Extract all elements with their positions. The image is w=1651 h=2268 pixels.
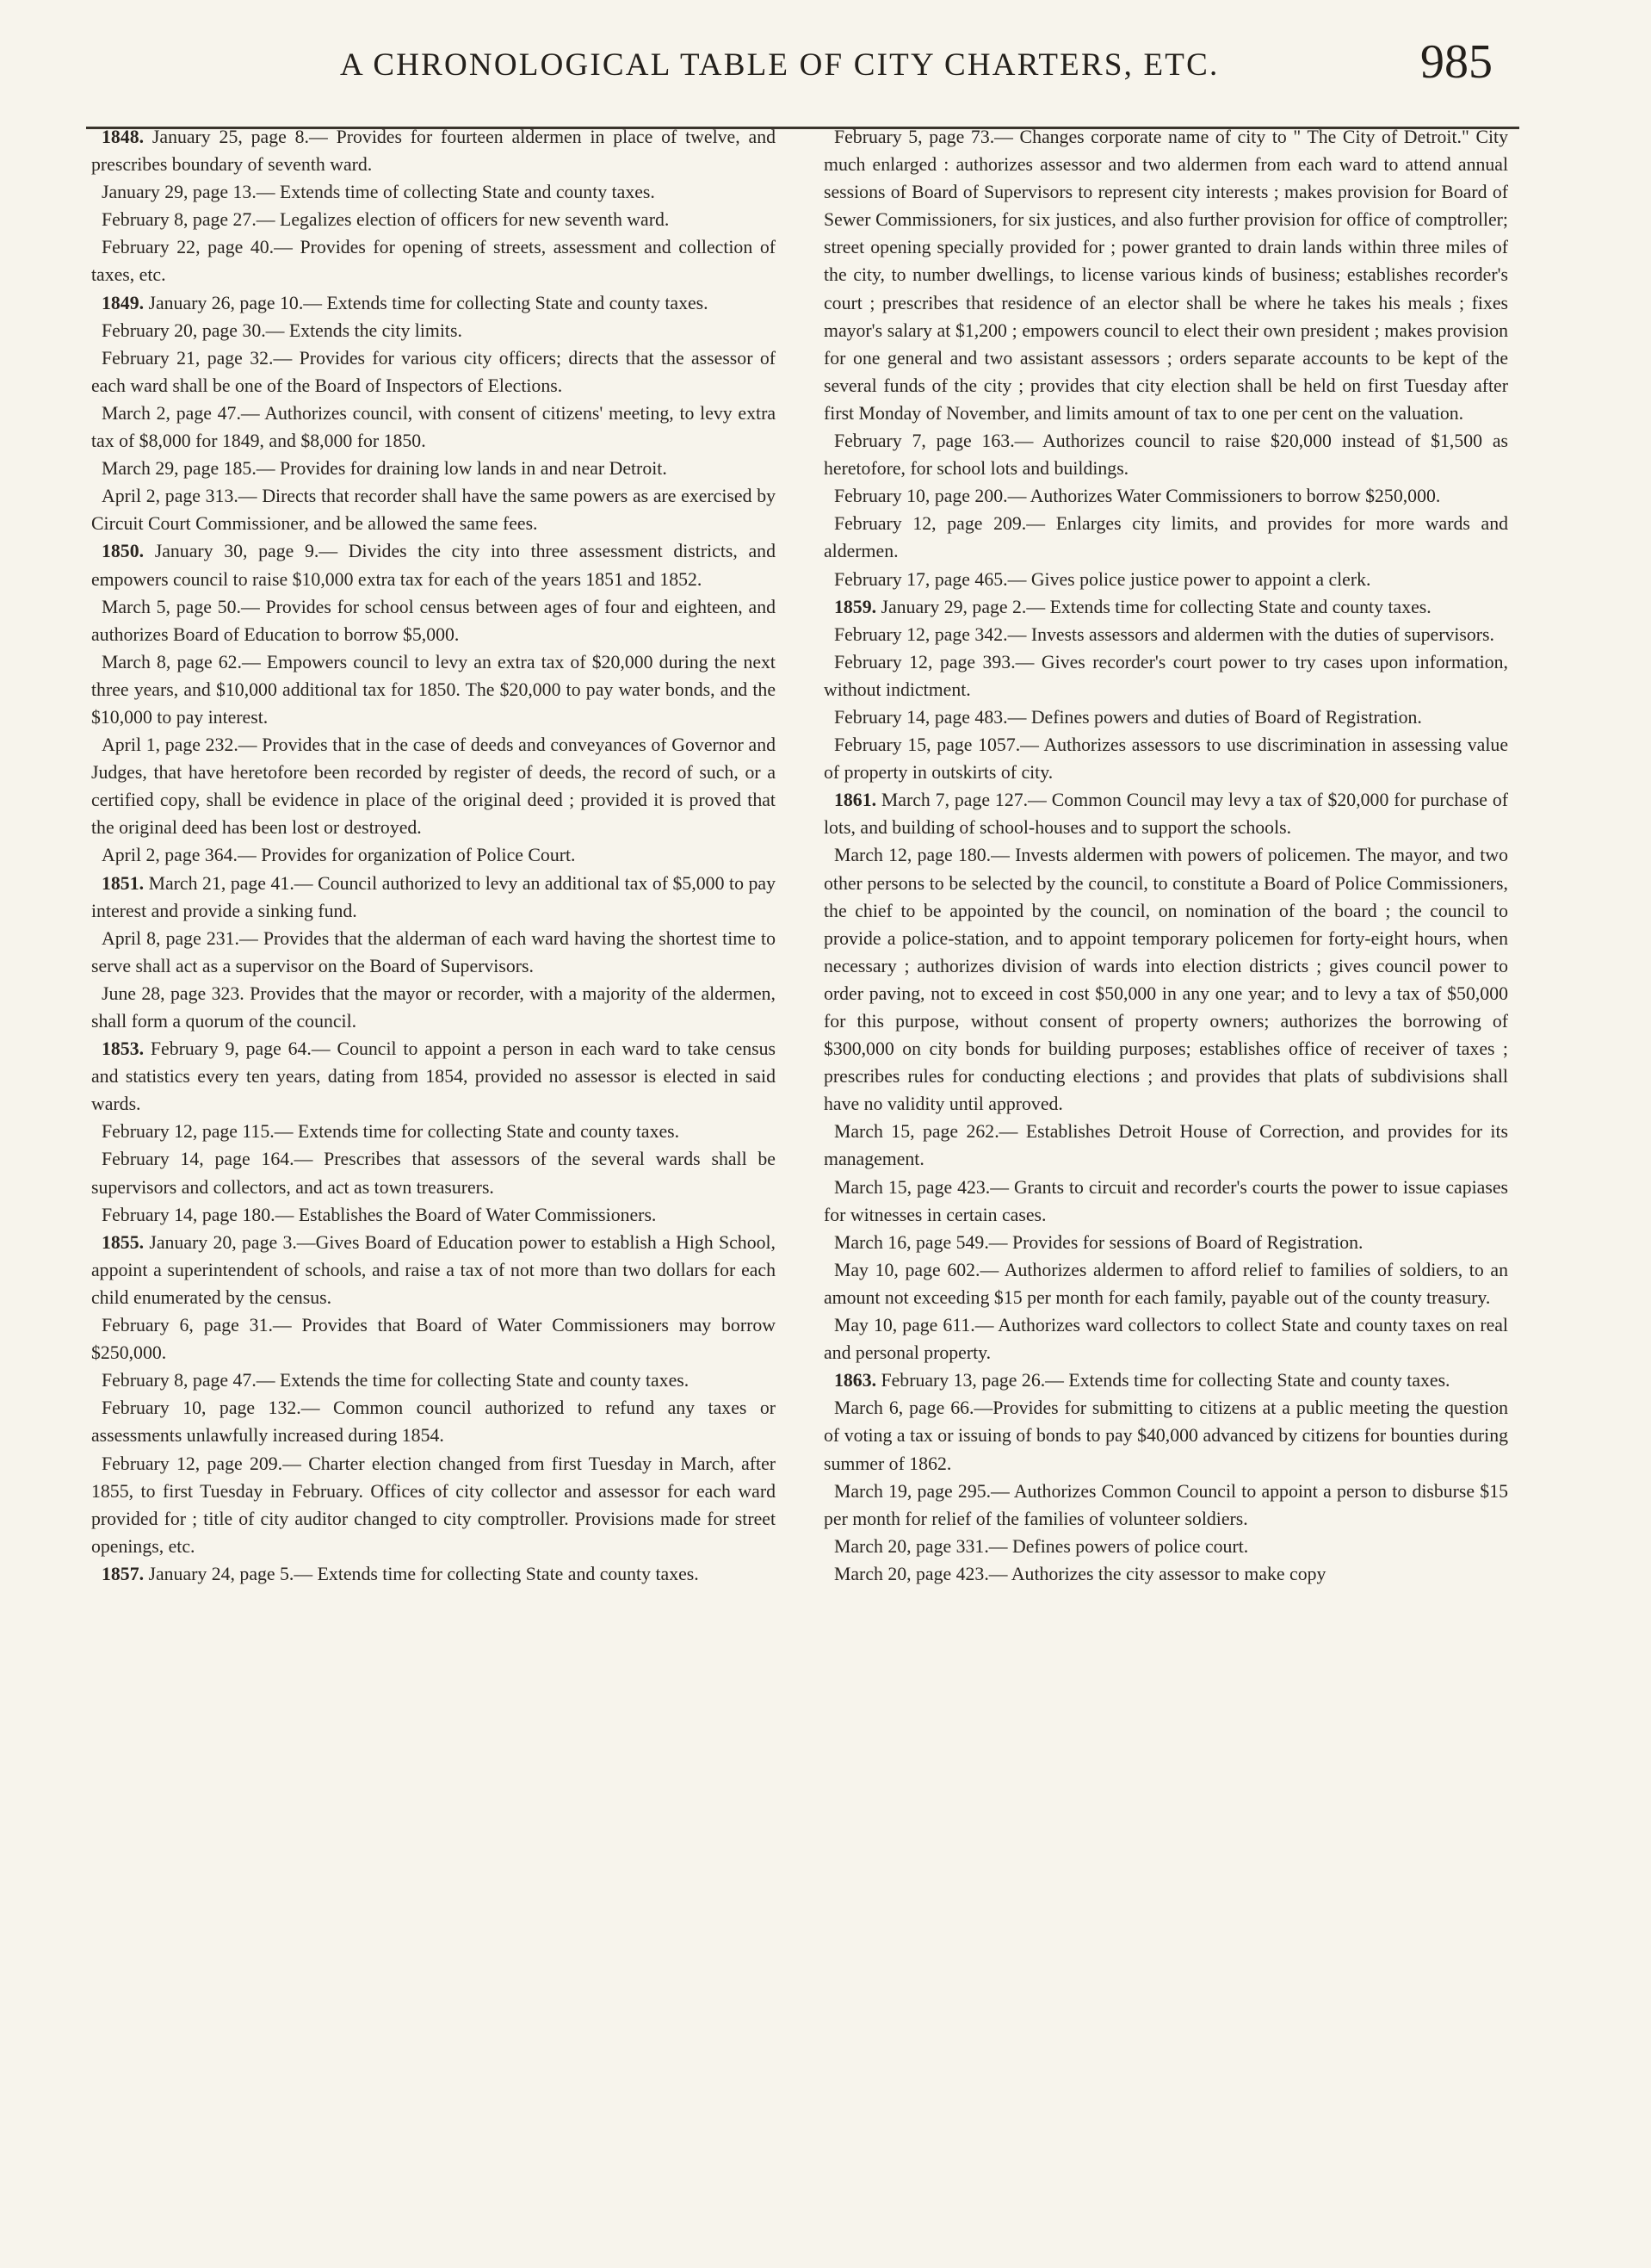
entry-text: May 10, page 611.— Authorizes ward collectors to collect State and county taxes on real and personal property.: [824, 1315, 1508, 1364]
entry-text: January 30, page 9.— Divides the city into three assessment districts, and empowers council to raise $10,000 extra tax for each of the years 1851 and 1852.: [91, 541, 776, 590]
chronology-entry: [824, 1174, 1508, 1229]
chronology-entry: [824, 1533, 1508, 1560]
chronology-entry: [91, 1394, 776, 1449]
entry-text: February 13, page 26.— Extends time for collecting State and county taxes.: [881, 1370, 1450, 1391]
chronology-entry: [91, 455, 776, 482]
entry-year: 1850.: [102, 541, 145, 562]
page-header: [0, 34, 1651, 95]
chronology-entry: [91, 178, 776, 206]
chronology-entry: [824, 427, 1508, 482]
chronology-entry: [91, 1560, 776, 1588]
entry-text: February 10, page 200.— Authorizes Water Commissioners to borrow $250,000.: [834, 486, 1441, 507]
chronology-entry: [91, 344, 776, 400]
entry-text: January 29, page 2.— Extends time for collecting State and county taxes.: [881, 596, 1431, 617]
entry-text: January 29, page 13.— Extends time of collecting State and county taxes.: [102, 182, 655, 203]
entry-text: January 25, page 8.— Provides for fourteen aldermen in place of twelve, and prescribes boundary of seventh ward.: [91, 127, 776, 176]
chronology-entry: [91, 537, 776, 592]
entry-text: March 15, page 262.— Establishes Detroit House of Correction, and provides for its management.: [824, 1121, 1508, 1170]
entry-text: February 20, page 30.— Extends the city limits.: [102, 319, 462, 341]
chronology-entry: [824, 1311, 1508, 1366]
chronology-entry: [91, 1366, 776, 1394]
entry-text: March 12, page 180.— Invests aldermen with powers of policemen. The mayor, and two other persons to be selected by the council, to constitute a Board of Police Commissioners, the chief to be appointed by the council, on nomination of the board ; the council to provide a police-station, and to appoint temporary policemen for forty-eight hours, when necessary ; authorizes division of wards into election districts ; gives council power to order paving, not to exceed in cost $50,000 in any one year; and to levy a tax of $50,000 for this purpose, without consent of property owners; authorizes the borrowing of $300,000 on city bonds for building purposes; establishes office of receiver of taxes ; prescribes rules for conducting elections ; and provides that plats of subdivisions shall have no validity until approved.: [824, 845, 1508, 1115]
chronology-entry: [824, 1560, 1508, 1588]
entry-text: March 21, page 41.— Council authorized to levy an additional tax of $5,000 to pay interest and provide a sinking fund.: [91, 872, 776, 921]
entry-text: February 12, page 393.— Gives recorder's court power to try cases upon information, without indictment.: [824, 651, 1508, 700]
chronology-entry: [91, 233, 776, 288]
chronology-entry: [824, 566, 1508, 593]
entry-text: January 24, page 5.— Extends time for collecting State and county taxes.: [148, 1563, 699, 1584]
chronology-entry: [91, 123, 776, 178]
chronology-entry: [824, 1118, 1508, 1173]
entry-text: February 17, page 465.— Gives police justice power to appoint a clerk.: [834, 568, 1371, 590]
entry-text: January 20, page 3.—Gives Board of Education power to establish a High School, appoint a superintendent of schools, and raise a tax of not more than two dollars for each child enumerated by the census.: [91, 1231, 776, 1308]
entry-text: March 20, page 331.— Defines powers of police court.: [834, 1535, 1249, 1557]
entry-text: March 8, page 62.— Empowers council to levy an extra tax of $20,000 during the next three years, and $10,000 additional tax for 1850. The $20,000 to pay water bonds, and the $10,000 to pay interest.: [91, 651, 776, 728]
chronology-entry: [824, 482, 1508, 510]
entry-text: March 6, page 66.—Provides for submitting to citizens at a public meeting the question of voting a tax or issuing of bonds to pay $40,000 advanced by citizens for bounties during summer of 1862.: [824, 1397, 1508, 1474]
entry-year: 1848.: [102, 127, 145, 147]
chronology-entry: [824, 1478, 1508, 1533]
chronology-entry: [91, 731, 776, 841]
right-column: [824, 123, 1508, 1588]
entry-text: April 8, page 231.— Provides that the alderman of each ward having the shortest time to serve shall act as a supervisor on the Board of Supervisors.: [91, 927, 776, 976]
chronology-entry: [824, 1229, 1508, 1256]
chronology-entry: [91, 206, 776, 233]
entry-year: 1857.: [102, 1563, 145, 1584]
chronology-entry: [91, 400, 776, 455]
entry-year: 1855.: [102, 1231, 145, 1253]
chronology-entry: [824, 621, 1508, 648]
left-column: [91, 123, 776, 1588]
chronology-entry: [91, 1035, 776, 1118]
entry-text: February 14, page 164.— Prescribes that assessors of the several wards shall be supervisors and collectors, and act as town treasurers.: [91, 1149, 776, 1198]
chronology-entry: [91, 870, 776, 925]
running-title: A CHRONOLOGICAL TABLE OF CITY CHARTERS, ETC.: [340, 47, 1220, 83]
chronology-entry: [91, 593, 776, 648]
page-number: 985: [1420, 35, 1493, 89]
entry-text: March 16, page 549.— Provides for sessions of Board of Registration.: [834, 1231, 1363, 1253]
entry-text: February 7, page 163.— Authorizes council to raise $20,000 instead of $1,500 as heretofore, for school lots and buildings.: [824, 431, 1508, 480]
entry-text: February 12, page 115.— Extends time for collecting State and county taxes.: [102, 1121, 680, 1143]
entry-year: 1849.: [102, 292, 145, 313]
chronology-entry: [91, 1118, 776, 1145]
entry-text: February 12, page 209.— Charter election changed from first Tuesday in March, after 1855, to first Tuesday in February. Offices of city collector and assessor for each ward provided for ; title of city auditor changed to city comptroller. Provisions made for street openings, etc.: [91, 1453, 776, 1557]
entry-year: 1853.: [102, 1038, 145, 1060]
entry-text: April 2, page 364.— Provides for organization of Police Court.: [102, 845, 576, 866]
chronology-entry: [91, 841, 776, 869]
entry-text: February 14, page 180.— Establishes the Board of Water Commissioners.: [102, 1204, 657, 1225]
chronology-entry: [91, 482, 776, 537]
entry-text: March 15, page 423.— Grants to circuit and recorder's courts the power to issue capiases for witnesses in certain cases.: [824, 1176, 1508, 1225]
chronology-entry: [824, 593, 1508, 621]
entry-text: February 9, page 64.— Council to appoint a person in each ward to take census and statistics every ten years, dating from 1854, provided no assessor is elected in said wards.: [91, 1038, 776, 1115]
entry-text: February 10, page 132.— Common council authorized to refund any taxes or assessments unlawfully increased during 1854.: [91, 1397, 776, 1447]
entry-text: February 12, page 209.— Enlarges city limits, and provides for more wards and aldermen.: [824, 513, 1508, 562]
chronology-entry: [91, 1311, 776, 1366]
entry-text: March 5, page 50.— Provides for school census between ages of four and eighteen, and authorizes Board of Education to borrow $5,000.: [91, 596, 776, 645]
chronology-entry: [824, 648, 1508, 703]
entry-year: 1859.: [834, 596, 877, 617]
entry-year: 1851.: [102, 872, 145, 894]
chronology-entry: [91, 980, 776, 1035]
entry-text: February 22, page 40.— Provides for opening of streets, assessment and collection of taxes, etc.: [91, 237, 776, 286]
entry-text: February 21, page 32.— Provides for various city officers; directs that the assessor of each ward shall be one of the Board of Inspectors of Elections.: [91, 347, 776, 396]
entry-text: May 10, page 602.— Authorizes aldermen to afford relief to families of soldiers, to an amount not exceeding $15 per month for each family, payable out of the county treasury.: [824, 1259, 1508, 1308]
entry-text: March 29, page 185.— Provides for draining low lands in and near Detroit.: [102, 458, 667, 480]
entry-year: 1861.: [834, 790, 877, 811]
entry-text: April 2, page 313.— Directs that recorder shall have the same powers as are exercised by Circuit Court Commissioner, and be allowed the same fees.: [91, 486, 776, 535]
entry-year: 1863.: [834, 1370, 877, 1391]
chronology-entry: [824, 841, 1508, 1118]
chronology-entry: [824, 786, 1508, 841]
chronology-entry: [91, 648, 776, 731]
chronology-entry: [824, 1394, 1508, 1477]
chronology-entry: [824, 731, 1508, 786]
chronology-entry: [91, 1145, 776, 1200]
chronology-entry: [91, 289, 776, 317]
entry-text: February 12, page 342.— Invests assessors and aldermen with the duties of supervisors.: [834, 623, 1494, 645]
entry-text: February 6, page 31.— Provides that Board of Water Commissioners may borrow $250,000.: [91, 1315, 776, 1364]
chronology-entry: [91, 1450, 776, 1560]
entry-text: February 8, page 47.— Extends the time for collecting State and county taxes.: [102, 1370, 689, 1391]
chronology-entry: [824, 123, 1508, 427]
entry-text: March 7, page 127.— Common Council may levy a tax of $20,000 for purchase of lots, and building of school-houses and to support the schools.: [824, 790, 1508, 839]
entry-text: February 8, page 27.— Legalizes election of officers for new seventh ward.: [102, 209, 670, 231]
entry-text: March 19, page 295.— Authorizes Common Council to appoint a person to disburse $15 per month for relief of the families of volunteer soldiers.: [824, 1480, 1508, 1529]
entry-text: February 15, page 1057.— Authorizes assessors to use discrimination in assessing value of property in outskirts of city.: [824, 734, 1508, 784]
entry-text: April 1, page 232.— Provides that in the case of deeds and conveyances of Governor and Judges, that have heretofore been recorded by register of deeds, the record of such, or a certified copy, shall be evidence in place of the original deed ; provided it is proved that the original deed has been lost or destroyed.: [91, 734, 776, 839]
chronology-entry: [824, 510, 1508, 565]
entry-text: February 5, page 73.— Changes corporate name of city to " The City of Detroit." City much enlarged : authorizes assessor and two aldermen from each ward to attend annual sessions of Board of Supervisors to represent city interests ; makes provision for Board of Sewer Commissioners, for six justices, and also further provision for office of comptroller; street opening specially provided for ; power granted to drain lands within three miles of the city, to number dwellings, to license various kinds of business; establishes recorder's court ; prescribes that residence of an elector shall be where he takes his meals ; fixes mayor's salary at $1,200 ; empowers council to elect their own president ; makes provision for one general and two assistant assessors ; orders separate accounts to be kept of the several funds of the city ; provides that city election shall be held on first Tuesday after first Monday of November, and limits amount of tax to one per cent on the valuation.: [824, 127, 1508, 424]
entry-text: June 28, page 323. Provides that the mayor or recorder, with a majority of the aldermen, shall form a quorum of the council.: [91, 982, 776, 1032]
chronology-entry: [91, 925, 776, 980]
entry-text: March 2, page 47.— Authorizes council, with consent of citizens' meeting, to levy extra tax of $8,000 for 1849, and $8,000 for 1850.: [91, 402, 776, 452]
entry-text: February 14, page 483.— Defines powers and duties of Board of Registration.: [834, 706, 1422, 728]
entry-text: January 26, page 10.— Extends time for collecting State and county taxes.: [148, 292, 708, 313]
chronology-entry: [91, 317, 776, 344]
chronology-entry: [824, 1256, 1508, 1311]
entry-text: March 20, page 423.— Authorizes the city assessor to make copy: [834, 1563, 1326, 1584]
chronology-entry: [824, 703, 1508, 731]
chronology-entry: [824, 1366, 1508, 1394]
chronology-entry: [91, 1229, 776, 1311]
chronology-entry: [91, 1201, 776, 1229]
